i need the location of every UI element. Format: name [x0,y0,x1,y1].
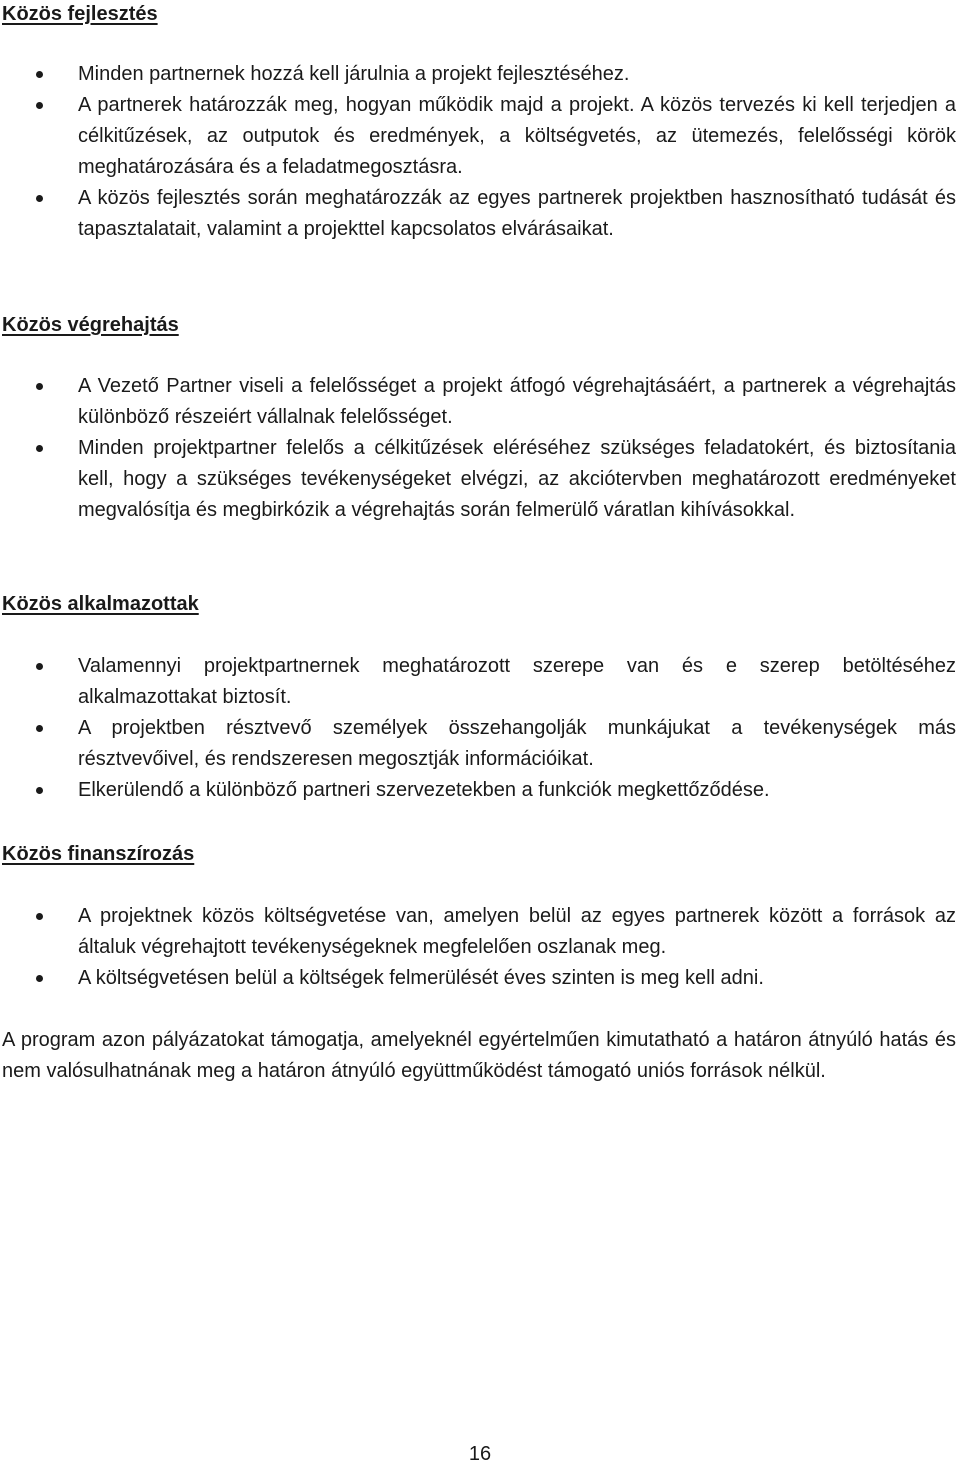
list-item: A közös fejlesztés során meghatározzák az egyes partnerek projektben hasznosítható tudását és tapasztalatait, valamint a projekttel kapcsolatos elvárásaikat. [0,183,960,245]
list-item: A partnerek határozzák meg, hogyan működik majd a projekt. A közös tervezés ki kell terjedjen a célkitűzések, az outputok és eredmények, a költségvetés, az ütemezés, felelősségi körök meghatározására és a feladatmegosztásra. [0,90,960,183]
section-heading-kozos-fejlesztes: Közös fejlesztés [2,3,158,25]
bullet-list-kozos-alkalmazottak [0,651,960,806]
list-item: A Vezető Partner viseli a felelősséget a projekt átfogó végrehajtásáért, a partnerek a végrehajtás különböző részeiért vállalnak felelősséget. [0,371,960,433]
closing-paragraph: A program azon pályázatokat támogatja, amelyeknél egyértelműen kimutatható a határon átnyúló hatás és nem valósulhatnának meg a határon átnyúló együttműködést támogató uniós források nélkül. [2,1029,956,1082]
bullet-list-kozos-fejlesztes [0,59,960,245]
section-heading-kozos-vegrehajtas: Közös végrehajtás [2,314,179,336]
page-number: 16 [468,1443,492,1465]
list-item: Valamennyi projektpartnernek meghatározott szerepe van és e szerep betöltéséhez alkalmazottakat biztosít. [0,651,960,713]
bullet-list-kozos-finanszirozas [0,901,960,994]
list-item: A projektnek közös költségvetése van, amelyen belül az egyes partnerek között a források az általuk végrehajtott tevékenységeknek megfelelően oszlanak meg. [0,901,960,963]
list-item: Minden projektpartner felelős a célkitűzések eléréséhez szükséges feladatokért, és biztosítania kell, hogy a szükséges tevékenységeket elvégzi, az akciótervben meghatározott eredményeket megvalósítja és megbirkózik a végrehajtás során felmerülő váratlan kihívásokkal. [0,433,960,526]
list-item: A költségvetésen belül a költségek felmerülését éves szinten is meg kell adni. [0,963,960,994]
section-heading-kozos-alkalmazottak: Közös alkalmazottak [2,593,199,615]
list-item: A projektben résztvevő személyek összehangolják munkájukat a tevékenységek más résztvevőivel, és rendszeresen megosztják információikat. [0,713,960,775]
list-item: Minden partnernek hozzá kell járulnia a projekt fejlesztéséhez. [0,59,960,90]
bullet-list-kozos-vegrehajtas [0,371,960,526]
list-item: Elkerülendő a különböző partneri szervezetekben a funkciók megkettőződése. [0,775,960,806]
section-heading-kozos-finanszirozas: Közös finanszírozás [2,843,195,865]
